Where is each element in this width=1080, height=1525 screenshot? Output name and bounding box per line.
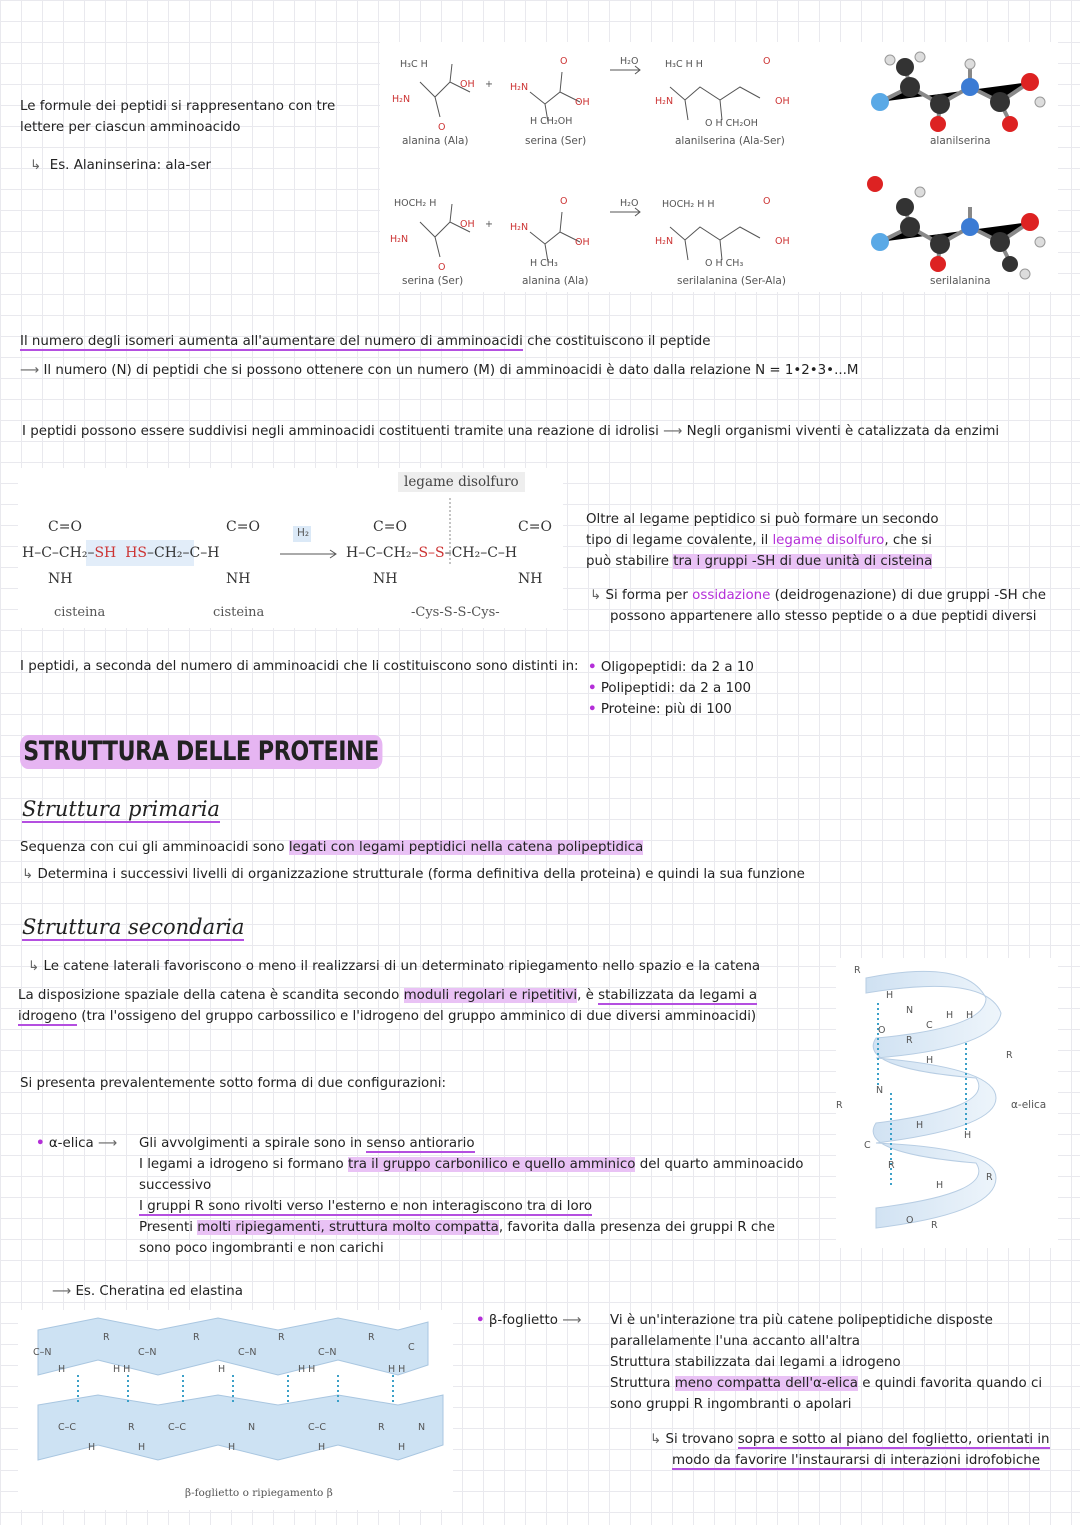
section-title: STRUTTURA DELLE PROTEINE [20,735,382,769]
svg-text:R: R [368,1332,375,1343]
svg-text:OH: OH [575,237,590,248]
long-arrow-icon: ⟶ [52,1284,72,1299]
hook-arrow-icon: ↳ [650,1432,662,1447]
cys-label-1: cisteina [54,605,106,620]
hydrolysis-text: I peptidi possono essere suddivisi negli amminoacidi costituenti tramite una reazione di idrolisi [22,424,659,439]
svg-text:R: R [128,1422,135,1433]
hydrolysis-note: Negli organismi viventi è catalizzata da enzimi [686,424,1000,439]
bullet-icon: • [588,702,597,717]
svg-text:HOCH₂ H H: HOCH₂ H H [662,199,715,210]
svg-text:H CH₂OH: H CH₂OH [530,116,573,127]
bullet-icon: • [476,1313,485,1328]
ball-stick-model-1 [871,52,1045,132]
svg-text:H: H [966,1010,974,1021]
cys-product-label: -Cys-S-S-Cys- [411,605,500,620]
beta-figure-label: β-foglietto o ripiegamento β [185,1487,333,1499]
svg-text:C–N: C–N [138,1347,157,1358]
long-arrow-icon: ⟶ [562,1313,582,1328]
svg-text:N: N [248,1422,256,1433]
svg-text:OH: OH [575,97,590,108]
svg-text:H: H [138,1442,146,1453]
isomers-line-2 [20,360,858,381]
beta-l5: sono gruppi R ingombranti o apolari [610,1397,852,1412]
svg-text:H₂N: H₂N [655,236,674,247]
alpha-l2: I legami a idrogeno si formano tra il gruppo carbonilico e quello amminico del quarto amminoacido [139,1157,804,1172]
svg-text:R: R [836,1100,843,1111]
svg-text:H₂O: H₂O [620,198,639,209]
beta-sheet-figure [18,1310,453,1510]
svg-text:R: R [854,965,861,976]
beta-l2: parallelamente l'una accanto all'altra [610,1334,860,1349]
disulfide-l1: Oltre al legame peptidico si può formare un secondo [586,512,939,527]
hook-arrow-icon: ↳ [30,158,42,173]
cys-label-2: cisteina [213,605,265,620]
svg-text:H: H [886,990,894,1001]
svg-text:H: H [936,1180,944,1191]
alpha-l5: Presenti molti ripiegamenti, struttura molto compatta, favorita dalla presenza dei gruppi R che [139,1220,775,1235]
h2-label: H₂ [297,527,310,539]
ball-stick-model-2 [867,176,1045,279]
beta-l7: modo da favorire l'instaurarsi di interazioni idrofobiche [672,1453,1040,1468]
svg-text:R: R [1006,1050,1013,1061]
label-alanilserina: alanilserina (Ala-Ser) [675,135,785,147]
svg-text:N: N [906,1005,914,1016]
svg-text:C–C: C–C [168,1422,187,1433]
alpha-helix-figure [836,958,1058,1248]
svg-text:C–C: C–C [308,1422,327,1433]
svg-text:R: R [278,1332,285,1343]
svg-text:+: + [485,79,493,90]
svg-text:+: + [485,219,493,230]
svg-text:H H: H H [298,1364,316,1375]
isomers-formula: Il numero (N) di peptidi che si possono ottenere con un numero (M) di amminoacidi è dato dalla relazione N = 1•2•3•...M [43,363,859,378]
classification-text: I peptidi, a seconda del numero di amminoacidi che li costituiscono sono distinti in: [20,659,579,674]
svg-text:N: N [418,1422,426,1433]
svg-text:H: H [58,1364,66,1375]
svg-text:H: H [318,1442,326,1453]
svg-text:H: H [926,1055,934,1066]
intro-example-text: Es. Alaninserina: ala-ser [49,158,212,173]
class-item-1: • Oligopeptidi: da 2 a 10 [588,660,754,675]
disulfide-term: legame disolfuro [772,533,885,548]
svg-text:O: O [438,122,446,133]
beta-l1: Vi è un'interazione tra più catene polipeptidiche disposte [610,1313,993,1328]
intro-line-2: lettere per ciascun amminoacido [20,120,241,135]
svg-text:H: H [398,1442,406,1453]
svg-text:O H CH₂OH: O H CH₂OH [705,118,758,129]
svg-text:O H CH₃: O H CH₃ [705,258,744,269]
svg-text:O: O [560,196,568,207]
primary-l2: ↳ Determina i successivi livelli di organizzazione strutturale (forma definitiva della proteina) e quindi la sua funzione [22,867,805,882]
disulfide-l3: può stabilire tra i gruppi -SH di due unità di cisteina [586,554,933,569]
svg-text:H₂N: H₂N [390,234,409,245]
svg-text:H₂N: H₂N [392,94,411,105]
peptide-structures [380,42,1058,292]
hook-arrow-icon: ↳ [22,867,34,882]
disulfide-l5: possono appartenere allo stesso peptide o a due peptidi diversi [610,609,1037,624]
svg-text:OH: OH [775,96,790,107]
peptide-figure [380,42,1058,292]
primary-l1: Sequenza con cui gli amminoacidi sono legati con legami peptidici nella catena polipeptidica [20,840,644,855]
svg-text:H₂N: H₂N [655,96,674,107]
secondary-l4: Si presenta prevalentemente sotto forma di due configurazioni: [20,1076,446,1091]
svg-text:C: C [864,1140,871,1151]
svg-text:H H: H H [388,1364,406,1375]
svg-text:R: R [906,1035,913,1046]
svg-text:R: R [931,1220,938,1231]
svg-text:OH: OH [460,219,475,230]
alpha-figure-label: α-elica [1011,1099,1047,1111]
long-arrow-icon: ⟶ [663,424,683,439]
secondary-heading: Struttura secondaria [22,915,245,939]
svg-text:H: H [946,1010,954,1021]
label-model-1: alanilserina [930,135,991,147]
secondary-l3: idrogeno (tra l'ossigeno del gruppo carbossilico e l'idrogeno del gruppo amminico di due diversi amminoacidi) [18,1009,757,1024]
disulfide-l2: tipo di legame covalente, il legame disolfuro, che si [586,533,932,548]
beta-label [476,1310,581,1331]
beta-l3: Struttura stabilizzata dai legami a idrogeno [610,1355,901,1370]
class-item-3: • Proteine: più di 100 [588,702,732,717]
svg-text:H: H [88,1442,96,1453]
alpha-l4: I gruppi R sono rivolti verso l'esterno e non interagiscono tra di loro [139,1199,593,1214]
alpha-l6: sono poco ingombranti e non carichi [139,1241,384,1256]
bullet-icon: • [588,681,597,696]
svg-text:H₃C H H: H₃C H H [665,59,703,70]
svg-text:HOCH₂ H: HOCH₂ H [394,198,437,209]
beta-l4: Struttura meno compatta dell'α-elica e quindi favorita quando ci [610,1376,1043,1391]
hook-arrow-icon: ↳ [590,588,602,603]
bullet-icon: • [588,660,597,675]
secondary-l1: ↳ Le catene laterali favoriscono o meno il realizzarsi di un determinato ripiegamento nello spazio e la catena [28,959,761,974]
beta-l6: ↳ Si trovano sopra e sotto al piano del foglietto, orientati in [650,1432,1050,1447]
alpha-label [36,1133,117,1154]
svg-text:C–N: C–N [238,1347,257,1358]
svg-text:R: R [193,1332,200,1343]
svg-text:H CH₃: H CH₃ [530,258,558,269]
hook-arrow-icon: ↳ [28,959,40,974]
svg-text:R: R [888,1160,895,1171]
svg-text:O: O [878,1025,886,1036]
svg-text:O: O [763,56,771,67]
class-item-2: • Polipeptidi: da 2 a 100 [588,681,752,696]
label-serina-2: serina (Ser) [402,275,464,287]
primary-highlight: legati con legami peptidici nella catena polipeptidica [288,840,644,855]
isomers-line-1 [20,331,711,352]
bullet-icon: • [36,1136,45,1151]
svg-text:H: H [218,1364,226,1375]
disulfide-figure: legame disolfuro C=O H–C–CH₂–SH HS–CH₂–C–H C=O NH NH H₂ C=O C=O H–C–CH₂–S–S–CH₂–C–H NH NH cisteina cisteina -Cys-S-S-Cys- [18,468,563,628]
svg-text:H H: H H [113,1364,131,1375]
disulfide-bond-label: legame disolfuro [398,472,525,492]
svg-text:C–N: C–N [33,1347,52,1358]
svg-text:H: H [964,1130,972,1141]
disulfide-l4: ↳ Si forma per ossidazione (deidrogenazione) di due gruppi -SH che [590,588,1047,603]
svg-text:C–C: C–C [58,1422,77,1433]
hydrolysis-line [22,421,999,442]
svg-text:OH: OH [460,79,475,90]
primary-heading: Struttura primaria [22,797,220,821]
label-alanina-2: alanina (Ala) [522,275,589,287]
svg-text:OH: OH [775,236,790,247]
secondary-l2: La disposizione spaziale della catena è scandita secondo moduli regolari e ripetitivi, è stabilizzata da legami a [18,988,758,1003]
label-serilalanina: serilalanina (Ser-Ala) [677,275,786,287]
oxidation-term: ossidazione [692,588,771,603]
isomers-underlined: Il numero degli isomeri aumenta all'aumentare del numero di amminoacidi [20,334,523,349]
svg-text:O: O [906,1215,914,1226]
alpha-l3: successivo [139,1178,212,1193]
label-model-2: serilalanina [930,275,991,287]
intro-line-1: Le formule dei peptidi si rappresentano con tre [20,99,336,114]
svg-text:H₂N: H₂N [510,222,529,233]
svg-text:O: O [763,196,771,207]
long-arrow-icon: ⟶ [20,363,40,378]
svg-text:H: H [228,1442,236,1453]
svg-text:N: N [876,1085,884,1096]
svg-text:H: H [916,1120,924,1131]
alpha-l1: Gli avvolgimenti a spirale sono in senso antiorario [139,1136,475,1151]
disulfide-highlight: tra i gruppi -SH di due unità di cisteina [673,554,933,569]
svg-text:H₂O: H₂O [620,56,639,67]
alpha-term: α-elica [48,1136,94,1151]
svg-text:R: R [986,1172,993,1183]
beta-term: β-foglietto [488,1313,558,1328]
label-alanina-1: alanina (Ala) [402,135,469,147]
svg-text:C: C [408,1342,415,1353]
svg-text:O: O [438,262,446,273]
svg-text:C: C [926,1020,933,1031]
isomers-rest: che costituiscono il peptide [522,334,711,349]
label-serina-1: serina (Ser) [525,135,587,147]
svg-text:C–N: C–N [318,1347,337,1358]
svg-text:H₃C H: H₃C H [400,59,428,70]
svg-text:R: R [378,1422,385,1433]
svg-text:O: O [560,56,568,67]
alpha-example: ⟶ Es. Cheratina ed elastina [52,1284,243,1299]
svg-text:R: R [103,1332,110,1343]
svg-text:H₂N: H₂N [510,82,529,93]
long-arrow-icon: ⟶ [98,1136,118,1151]
intro-example [30,155,211,176]
